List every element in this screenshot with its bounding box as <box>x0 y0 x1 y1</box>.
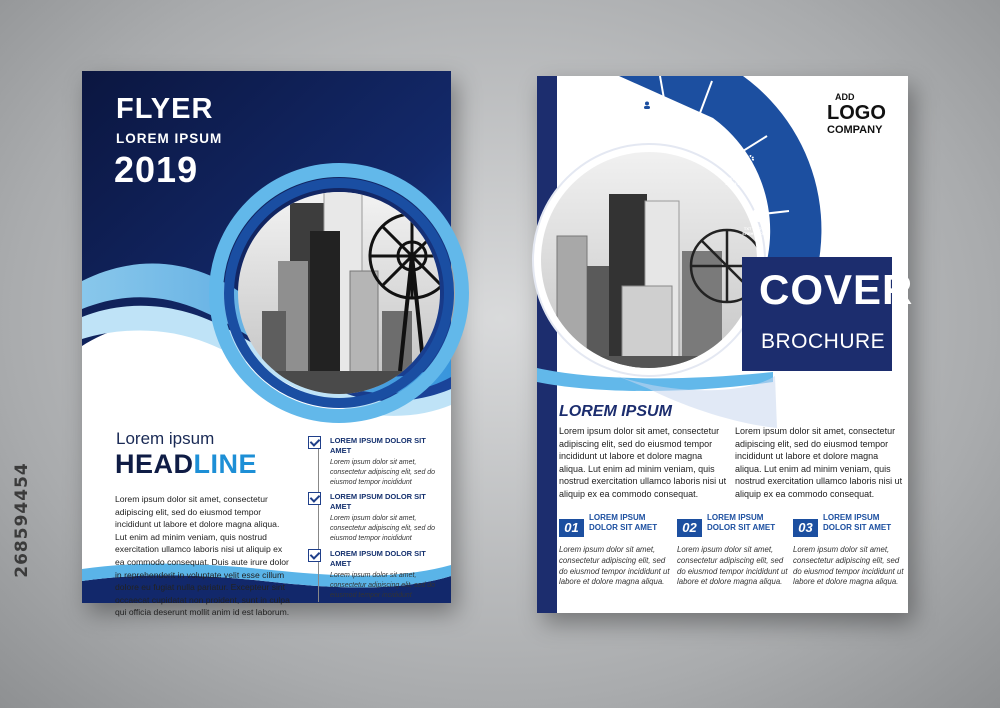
segment-label: TXT RUOY EREH ESOP <box>687 140 711 150</box>
flyer-page-left <box>82 71 451 618</box>
logo-add: ADD <box>835 92 855 102</box>
numbered-text: Lorem ipsum dolor sit amet, consectetur adipiscing elit, sed do eiusmod tempor incididunt ut labore et dolore magna aliqua. <box>677 545 788 587</box>
checklist-text: Lorem ipsum dolor sit amet, consectetur adipiscing elit, sed do eiusmod tempor incididunt <box>330 572 436 599</box>
numbered-text: Lorem ipsum dolor sit amet, consectetur adipiscing elit, sed do eiusmod tempor incididunt ut labore et dolore magna aliqua. <box>559 545 670 587</box>
logo-company: COMPANY <box>827 124 883 136</box>
checkbox-icon <box>308 492 321 505</box>
body-column-2: Lorem ipsum dolor sit amet, consectetur adipiscing elit, sed do eiusmod tempor incididunt ut labore et dolore magna aliqua. Lut enim ad minim veniam, quis nostrud exercitation ullamco laboris nisi ut aliquip ex ea commodo consequat. <box>735 426 903 499</box>
checklist-title: LOREM IPSUM DOLOR SIT AMET <box>330 492 426 511</box>
stock-id-text: 268594454 <box>12 462 32 578</box>
headline <box>115 449 257 480</box>
numbered-title: LOREM IPSUM DOLOR SIT AMET <box>589 513 658 532</box>
headline-light: LINE <box>193 449 258 479</box>
number-badge: 03 <box>793 519 818 537</box>
brochure-subtitle: BROCHURE <box>761 330 886 353</box>
checklist-divider <box>318 436 319 602</box>
lorem-label: Lorem ipsum <box>116 429 215 448</box>
segment-label: TXT RUOY EREH ESOP <box>725 176 749 186</box>
section-heading: LOREM IPSUM <box>559 403 672 420</box>
stock-id-watermark <box>2 420 42 620</box>
numbered-title: LOREM IPSUM DOLOR SIT AMET <box>707 513 776 532</box>
checklist-title: LOREM IPSUM DOLOR SIT AMET <box>330 436 426 455</box>
pie-chart-icon <box>751 207 767 223</box>
checkbox-icon <box>308 549 321 562</box>
headline-dark: HEAD <box>115 449 194 479</box>
brochure-page-right <box>537 76 914 613</box>
segment-label: TXT RUOY EREH ESOP <box>632 117 656 127</box>
number-badge: 02 <box>677 519 702 537</box>
globe-icon <box>695 119 713 137</box>
number-badge: 01 <box>559 519 584 537</box>
checklist-title: LOREM IPSUM DOLOR SIT AMET <box>330 549 426 568</box>
checklist-text: Lorem ipsum dolor sit amet, consectetur adipiscing elit, sed do eiusmod tempor incididunt <box>330 459 436 486</box>
numbered-text: Lorem ipsum dolor sit amet, consectetur adipiscing elit, sed do eiusmod tempor incididunt ut labore et dolore magna aliqua. <box>793 545 904 587</box>
logo-text: LOGO <box>827 102 886 124</box>
segment-label: TXT RUOY EREH ESOP <box>742 226 766 236</box>
left-body-text: Lorem ipsum dolor sit amet, consectetur adipiscing elit, sed do eiusmod tempor incididunt ut labore et dolore magna aliqua. Lut enim ad minim veniam, quis nostrud exercitation ullamco laboris nisi ut aliquip ex ea commodo consequat. Duis aute irure dolor in reprehenderit in voluptate velit esse cillum dolore eu fugiat nulla pariatur. Excepteur sint occaecat cupidatat non proident, sunt in culpa qui officia deserunt mollit anim id est laborum. <box>115 494 290 618</box>
flyer-year: 2019 <box>114 149 199 190</box>
flyer-title: FLYER <box>116 93 214 125</box>
gears-icon <box>735 154 755 172</box>
cover-title: COVER <box>759 266 914 313</box>
flyer-subtitle: LOREM IPSUM <box>116 131 223 146</box>
numbered-title: LOREM IPSUM DOLOR SIT AMET <box>823 513 892 532</box>
person-icon <box>639 98 655 112</box>
body-column-1: Lorem ipsum dolor sit amet, consectetur adipiscing elit, sed do eiusmod tempor incididunt ut labore et dolore magna aliqua. Lut enim ad minim veniam, quis nostrud exercitation ullamco laboris nisi ut aliquip ex ea commodo consequat. <box>559 426 727 499</box>
checkbox-icon <box>308 436 321 449</box>
checklist-text: Lorem ipsum dolor sit amet, consectetur adipiscing elit, sed do eiusmod tempor incididunt <box>330 515 436 542</box>
